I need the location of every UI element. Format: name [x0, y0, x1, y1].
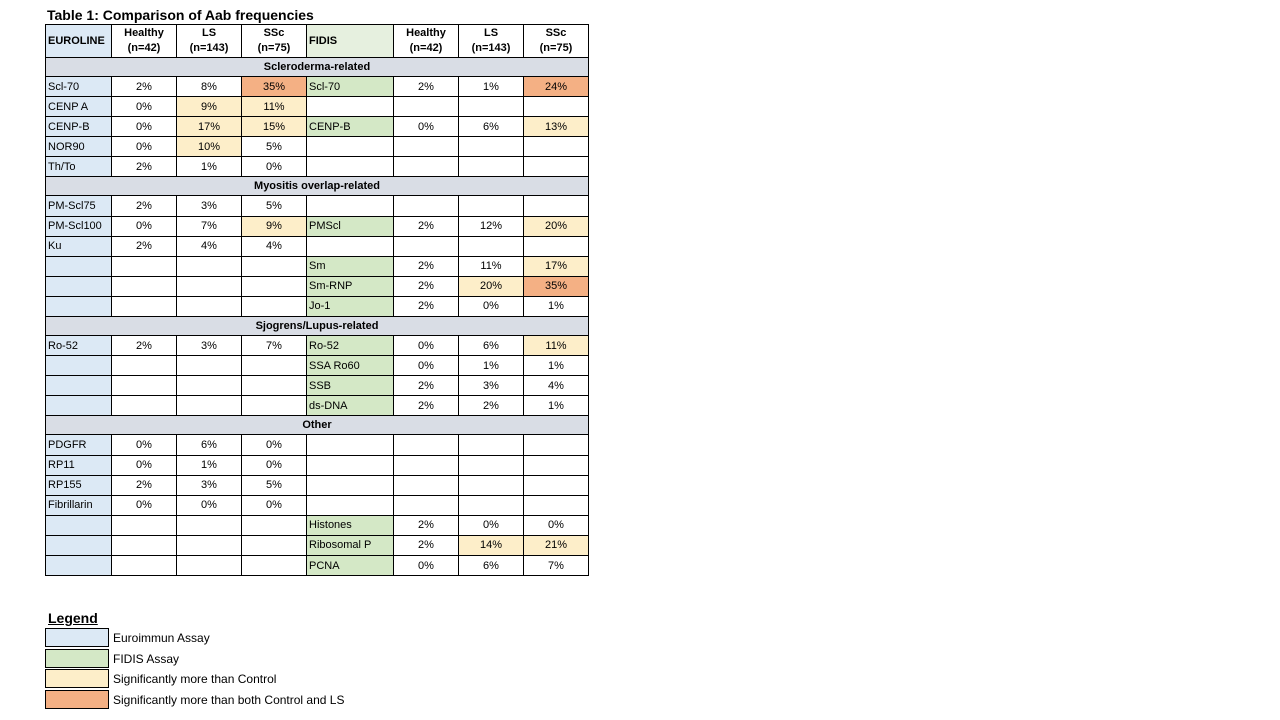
- euroline-analyte: [46, 356, 112, 376]
- fidis-analyte: [307, 196, 394, 216]
- legend-item: [45, 649, 445, 669]
- fidis-analyte: Ribosomal P: [307, 535, 394, 555]
- euroline-analyte: CENP-B: [46, 117, 112, 137]
- table-row: [46, 475, 589, 495]
- fidis-healthy-value: 0%: [394, 356, 459, 376]
- ssc-value: 0%: [242, 495, 307, 515]
- fidis-ssc-value: 20%: [524, 216, 589, 236]
- euroline-analyte: [46, 296, 112, 316]
- table-row: [46, 396, 589, 416]
- fidis-analyte: CENP-B: [307, 117, 394, 137]
- fidis-ssc-value: 7%: [524, 555, 589, 575]
- fidis-ls-value: 0%: [459, 296, 524, 316]
- legend-item: [45, 690, 445, 710]
- section-row: [46, 416, 589, 435]
- ssc-value: 0%: [242, 455, 307, 475]
- fidis-healthy-value: 2%: [394, 296, 459, 316]
- fidis-analyte: PCNA: [307, 555, 394, 575]
- healthy-value: 2%: [112, 196, 177, 216]
- fidis-healthy-value: [394, 495, 459, 515]
- euroline-analyte: [46, 535, 112, 555]
- ls-value: [177, 396, 242, 416]
- fidis-healthy-value: 2%: [394, 396, 459, 416]
- fidis-ls-value: 20%: [459, 276, 524, 296]
- fidis-ls-value: 0%: [459, 515, 524, 535]
- fidis-ls-value: 6%: [459, 117, 524, 137]
- fidis-ls-value: 3%: [459, 376, 524, 396]
- legend-swatch-fidis: [45, 649, 109, 668]
- healthy-value: 2%: [112, 475, 177, 495]
- ls-value: [177, 276, 242, 296]
- euroline-analyte: [46, 396, 112, 416]
- legend-label: Significantly more than both Control and LS: [113, 693, 345, 707]
- fidis-ssc-value: 1%: [524, 356, 589, 376]
- fidis-analyte: [307, 137, 394, 157]
- ls-value: 8%: [177, 77, 242, 97]
- fidis-ssc-header: SSc (n=75): [524, 25, 589, 58]
- fidis-healthy-value: 2%: [394, 535, 459, 555]
- euroline-analyte: [46, 276, 112, 296]
- table-row: [46, 356, 589, 376]
- table-row: [46, 236, 589, 256]
- table-row: [46, 296, 589, 316]
- euroline-analyte: PM-Scl100: [46, 216, 112, 236]
- fidis-analyte: Sm-RNP: [307, 276, 394, 296]
- fidis-healthy-value: 0%: [394, 336, 459, 356]
- aab-frequency-table: [45, 24, 589, 576]
- ls-value: [177, 296, 242, 316]
- fidis-ls-value: [459, 196, 524, 216]
- fidis-ls-value: 2%: [459, 396, 524, 416]
- euroline-analyte: [46, 376, 112, 396]
- fidis-healthy-header: Healthy (n=42): [394, 25, 459, 58]
- fidis-analyte: [307, 97, 394, 117]
- table-row: [46, 77, 589, 97]
- ls-value: 1%: [177, 455, 242, 475]
- fidis-ssc-value: [524, 236, 589, 256]
- healthy-value: [112, 376, 177, 396]
- euroline-analyte: RP155: [46, 475, 112, 495]
- euroline-analyte: Th/To: [46, 157, 112, 177]
- legend-label: Euroimmun Assay: [113, 631, 210, 645]
- fidis-ssc-value: 1%: [524, 396, 589, 416]
- legend-swatch-more-than-control-and-ls: [45, 690, 109, 709]
- ssc-value: 7%: [242, 336, 307, 356]
- fidis-ssc-value: 1%: [524, 296, 589, 316]
- fidis-ls-value: [459, 157, 524, 177]
- fidis-ssc-value: [524, 137, 589, 157]
- euroline-analyte: CENP A: [46, 97, 112, 117]
- legend-title: Legend: [48, 610, 98, 626]
- ls-value: 3%: [177, 475, 242, 495]
- euroline-analyte: Scl-70: [46, 77, 112, 97]
- fidis-ssc-value: 0%: [524, 515, 589, 535]
- fidis-analyte: Sm: [307, 256, 394, 276]
- fidis-ls-value: [459, 475, 524, 495]
- fidis-analyte: PMScl: [307, 216, 394, 236]
- fidis-analyte: [307, 495, 394, 515]
- fidis-analyte: Scl-70: [307, 77, 394, 97]
- ls-header: LS (n=143): [177, 25, 242, 58]
- ssc-value: 11%: [242, 97, 307, 117]
- fidis-healthy-value: [394, 435, 459, 455]
- ls-value: 3%: [177, 336, 242, 356]
- fidis-analyte: SSA Ro60: [307, 356, 394, 376]
- fidis-healthy-value: 2%: [394, 216, 459, 236]
- ls-value: 0%: [177, 495, 242, 515]
- healthy-value: [112, 356, 177, 376]
- ssc-value: [242, 256, 307, 276]
- ssc-value: [242, 396, 307, 416]
- table-row: [46, 196, 589, 216]
- table-row: [46, 376, 589, 396]
- healthy-value: [112, 256, 177, 276]
- healthy-value: 2%: [112, 336, 177, 356]
- fidis-header: FIDIS: [307, 25, 394, 58]
- euroline-analyte: Ku: [46, 236, 112, 256]
- table-row: [46, 515, 589, 535]
- healthy-value: [112, 296, 177, 316]
- ls-value: [177, 256, 242, 276]
- legend-swatch-more-than-control: [45, 669, 109, 688]
- fidis-healthy-value: 2%: [394, 77, 459, 97]
- table-row: [46, 137, 589, 157]
- ssc-value: 9%: [242, 216, 307, 236]
- fidis-ls-value: [459, 455, 524, 475]
- healthy-value: 2%: [112, 236, 177, 256]
- fidis-ssc-value: 24%: [524, 77, 589, 97]
- section-row: [46, 177, 589, 196]
- fidis-ls-value: 12%: [459, 216, 524, 236]
- fidis-ssc-value: 17%: [524, 256, 589, 276]
- healthy-value: 0%: [112, 455, 177, 475]
- legend-item: [45, 669, 445, 689]
- ssc-value: 4%: [242, 236, 307, 256]
- fidis-ssc-value: [524, 196, 589, 216]
- fidis-ssc-value: 21%: [524, 535, 589, 555]
- fidis-healthy-value: 2%: [394, 256, 459, 276]
- table-row: [46, 256, 589, 276]
- fidis-ssc-value: 35%: [524, 276, 589, 296]
- legend-label: Significantly more than Control: [113, 672, 277, 686]
- ls-value: [177, 515, 242, 535]
- euroline-analyte: [46, 515, 112, 535]
- fidis-analyte: Ro-52: [307, 336, 394, 356]
- fidis-ls-value: [459, 236, 524, 256]
- fidis-healthy-value: [394, 97, 459, 117]
- legend-label: FIDIS Assay: [113, 652, 180, 666]
- fidis-ls-value: 6%: [459, 555, 524, 575]
- fidis-ssc-value: [524, 435, 589, 455]
- ssc-value: [242, 276, 307, 296]
- fidis-analyte: [307, 435, 394, 455]
- fidis-healthy-value: [394, 157, 459, 177]
- ssc-value: [242, 555, 307, 575]
- section-sjogrens-lupus: Sjogrens/Lupus-related: [46, 317, 589, 336]
- ssc-value: [242, 296, 307, 316]
- healthy-value: 0%: [112, 216, 177, 236]
- table-row: [46, 97, 589, 117]
- table-row: [46, 535, 589, 555]
- fidis-healthy-value: 2%: [394, 515, 459, 535]
- table-row: [46, 276, 589, 296]
- ssc-value: [242, 515, 307, 535]
- ssc-value: [242, 356, 307, 376]
- fidis-ls-value: [459, 495, 524, 515]
- fidis-healthy-value: [394, 196, 459, 216]
- fidis-analyte: [307, 236, 394, 256]
- euroline-analyte: [46, 555, 112, 575]
- section-other: Other: [46, 416, 589, 435]
- fidis-analyte: [307, 455, 394, 475]
- fidis-ls-header: LS (n=143): [459, 25, 524, 58]
- fidis-ls-value: [459, 137, 524, 157]
- fidis-ls-value: 1%: [459, 356, 524, 376]
- fidis-healthy-value: [394, 236, 459, 256]
- ls-value: [177, 356, 242, 376]
- fidis-ls-value: [459, 435, 524, 455]
- fidis-ssc-value: 4%: [524, 376, 589, 396]
- fidis-ssc-value: [524, 455, 589, 475]
- healthy-value: [112, 396, 177, 416]
- healthy-header: Healthy (n=42): [112, 25, 177, 58]
- fidis-analyte: ds-DNA: [307, 396, 394, 416]
- section-row: [46, 317, 589, 336]
- ssc-value: [242, 376, 307, 396]
- euroline-header: EUROLINE: [46, 25, 112, 58]
- ls-value: 4%: [177, 236, 242, 256]
- fidis-healthy-value: 2%: [394, 376, 459, 396]
- fidis-ssc-value: [524, 157, 589, 177]
- ls-value: 3%: [177, 196, 242, 216]
- ls-value: [177, 535, 242, 555]
- ssc-value: 5%: [242, 196, 307, 216]
- fidis-ssc-value: 11%: [524, 336, 589, 356]
- healthy-value: [112, 555, 177, 575]
- euroline-analyte: RP11: [46, 455, 112, 475]
- header-row: [46, 25, 589, 58]
- table-row: [46, 435, 589, 455]
- fidis-ls-value: 6%: [459, 336, 524, 356]
- fidis-healthy-value: 2%: [394, 276, 459, 296]
- ssc-value: 0%: [242, 157, 307, 177]
- section-scleroderma: Scleroderma-related: [46, 58, 589, 77]
- ls-value: [177, 555, 242, 575]
- ls-value: 9%: [177, 97, 242, 117]
- fidis-healthy-value: 0%: [394, 555, 459, 575]
- section-row: [46, 58, 589, 77]
- table-row: [46, 555, 589, 575]
- ssc-value: 5%: [242, 475, 307, 495]
- legend-item: [45, 628, 445, 648]
- ls-value: 7%: [177, 216, 242, 236]
- fidis-ssc-value: 13%: [524, 117, 589, 137]
- table-row: [46, 336, 589, 356]
- fidis-analyte: [307, 475, 394, 495]
- table-row: [46, 157, 589, 177]
- table-row: [46, 455, 589, 475]
- fidis-healthy-value: 0%: [394, 117, 459, 137]
- fidis-ssc-value: [524, 495, 589, 515]
- fidis-healthy-value: [394, 455, 459, 475]
- fidis-ls-value: [459, 97, 524, 117]
- healthy-value: [112, 276, 177, 296]
- fidis-analyte: Jo-1: [307, 296, 394, 316]
- fidis-healthy-value: [394, 475, 459, 495]
- healthy-value: 0%: [112, 137, 177, 157]
- fidis-ssc-value: [524, 475, 589, 495]
- euroline-analyte: PDGFR: [46, 435, 112, 455]
- euroline-analyte: [46, 256, 112, 276]
- ssc-value: 35%: [242, 77, 307, 97]
- euroline-analyte: Ro-52: [46, 336, 112, 356]
- ssc-value: 0%: [242, 435, 307, 455]
- fidis-ssc-value: [524, 97, 589, 117]
- table-row: [46, 216, 589, 236]
- healthy-value: 0%: [112, 495, 177, 515]
- healthy-value: 2%: [112, 157, 177, 177]
- ssc-value: 15%: [242, 117, 307, 137]
- healthy-value: [112, 515, 177, 535]
- table-row: [46, 495, 589, 515]
- ls-value: [177, 376, 242, 396]
- fidis-healthy-value: [394, 137, 459, 157]
- healthy-value: 0%: [112, 435, 177, 455]
- table-title: Table 1: Comparison of Aab frequencies: [47, 7, 314, 23]
- table-row: [46, 117, 589, 137]
- ls-value: 17%: [177, 117, 242, 137]
- fidis-ls-value: 11%: [459, 256, 524, 276]
- legend-swatch-euroimmun: [45, 628, 109, 647]
- ls-value: 10%: [177, 137, 242, 157]
- ssc-value: [242, 535, 307, 555]
- euroline-analyte: NOR90: [46, 137, 112, 157]
- healthy-value: 0%: [112, 117, 177, 137]
- euroline-analyte: Fibrillarin: [46, 495, 112, 515]
- healthy-value: 0%: [112, 97, 177, 117]
- ls-value: 1%: [177, 157, 242, 177]
- ssc-value: 5%: [242, 137, 307, 157]
- fidis-analyte: [307, 157, 394, 177]
- euroline-analyte: PM-Scl75: [46, 196, 112, 216]
- healthy-value: 2%: [112, 77, 177, 97]
- fidis-analyte: Histones: [307, 515, 394, 535]
- ls-value: 6%: [177, 435, 242, 455]
- fidis-ls-value: 1%: [459, 77, 524, 97]
- ssc-header: SSc (n=75): [242, 25, 307, 58]
- section-myositis: Myositis overlap-related: [46, 177, 589, 196]
- fidis-analyte: SSB: [307, 376, 394, 396]
- fidis-ls-value: 14%: [459, 535, 524, 555]
- healthy-value: [112, 535, 177, 555]
